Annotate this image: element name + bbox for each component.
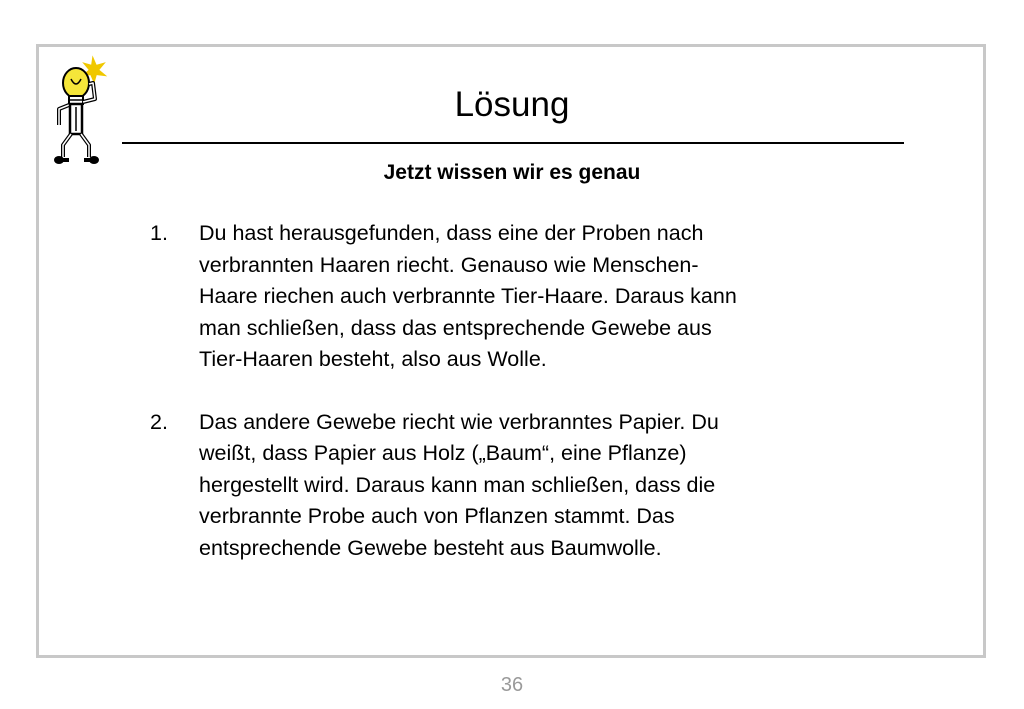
list-item bbox=[150, 218, 870, 376]
text-line: verbrannten Haaren riecht. Genauso wie Menschen- bbox=[199, 252, 699, 277]
text-line: Das andere Gewebe riecht wie verbranntes Papier. Du bbox=[199, 409, 719, 434]
text-line: man schließen, dass das entsprechende Gewebe aus bbox=[199, 315, 712, 340]
text-line: entsprechende Gewebe besteht aus Baumwolle. bbox=[199, 535, 662, 560]
list-item-number: 1. bbox=[150, 221, 168, 245]
text-line: verbrannte Probe auch von Pflanzen stammt. Das bbox=[199, 504, 675, 528]
text-line: Tier-Haaren besteht, also aus Wolle. bbox=[199, 347, 547, 371]
solution-list bbox=[150, 218, 870, 595]
text-line: Haare riechen auch verbrannte Tier-Haare. Daraus kann bbox=[199, 284, 737, 308]
text-line: hergestellt wird. Daraus kann man schließen, dass die bbox=[199, 472, 716, 497]
list-item-number: 2. bbox=[150, 409, 168, 434]
list-item-text bbox=[199, 218, 870, 376]
page-number: 36 bbox=[500, 674, 524, 696]
slide-title: Lösung bbox=[454, 85, 570, 124]
list-item-text bbox=[199, 407, 870, 565]
text-line: weißt, dass Papier aus Holz („Baum“, eine Pflanze) bbox=[199, 441, 687, 465]
title-divider bbox=[122, 142, 904, 144]
slide-subtitle: Jetzt wissen wir es genau bbox=[383, 161, 641, 184]
text-line: Du hast herausgefunden, dass eine der Proben nach bbox=[199, 221, 704, 245]
list-item bbox=[150, 407, 870, 565]
